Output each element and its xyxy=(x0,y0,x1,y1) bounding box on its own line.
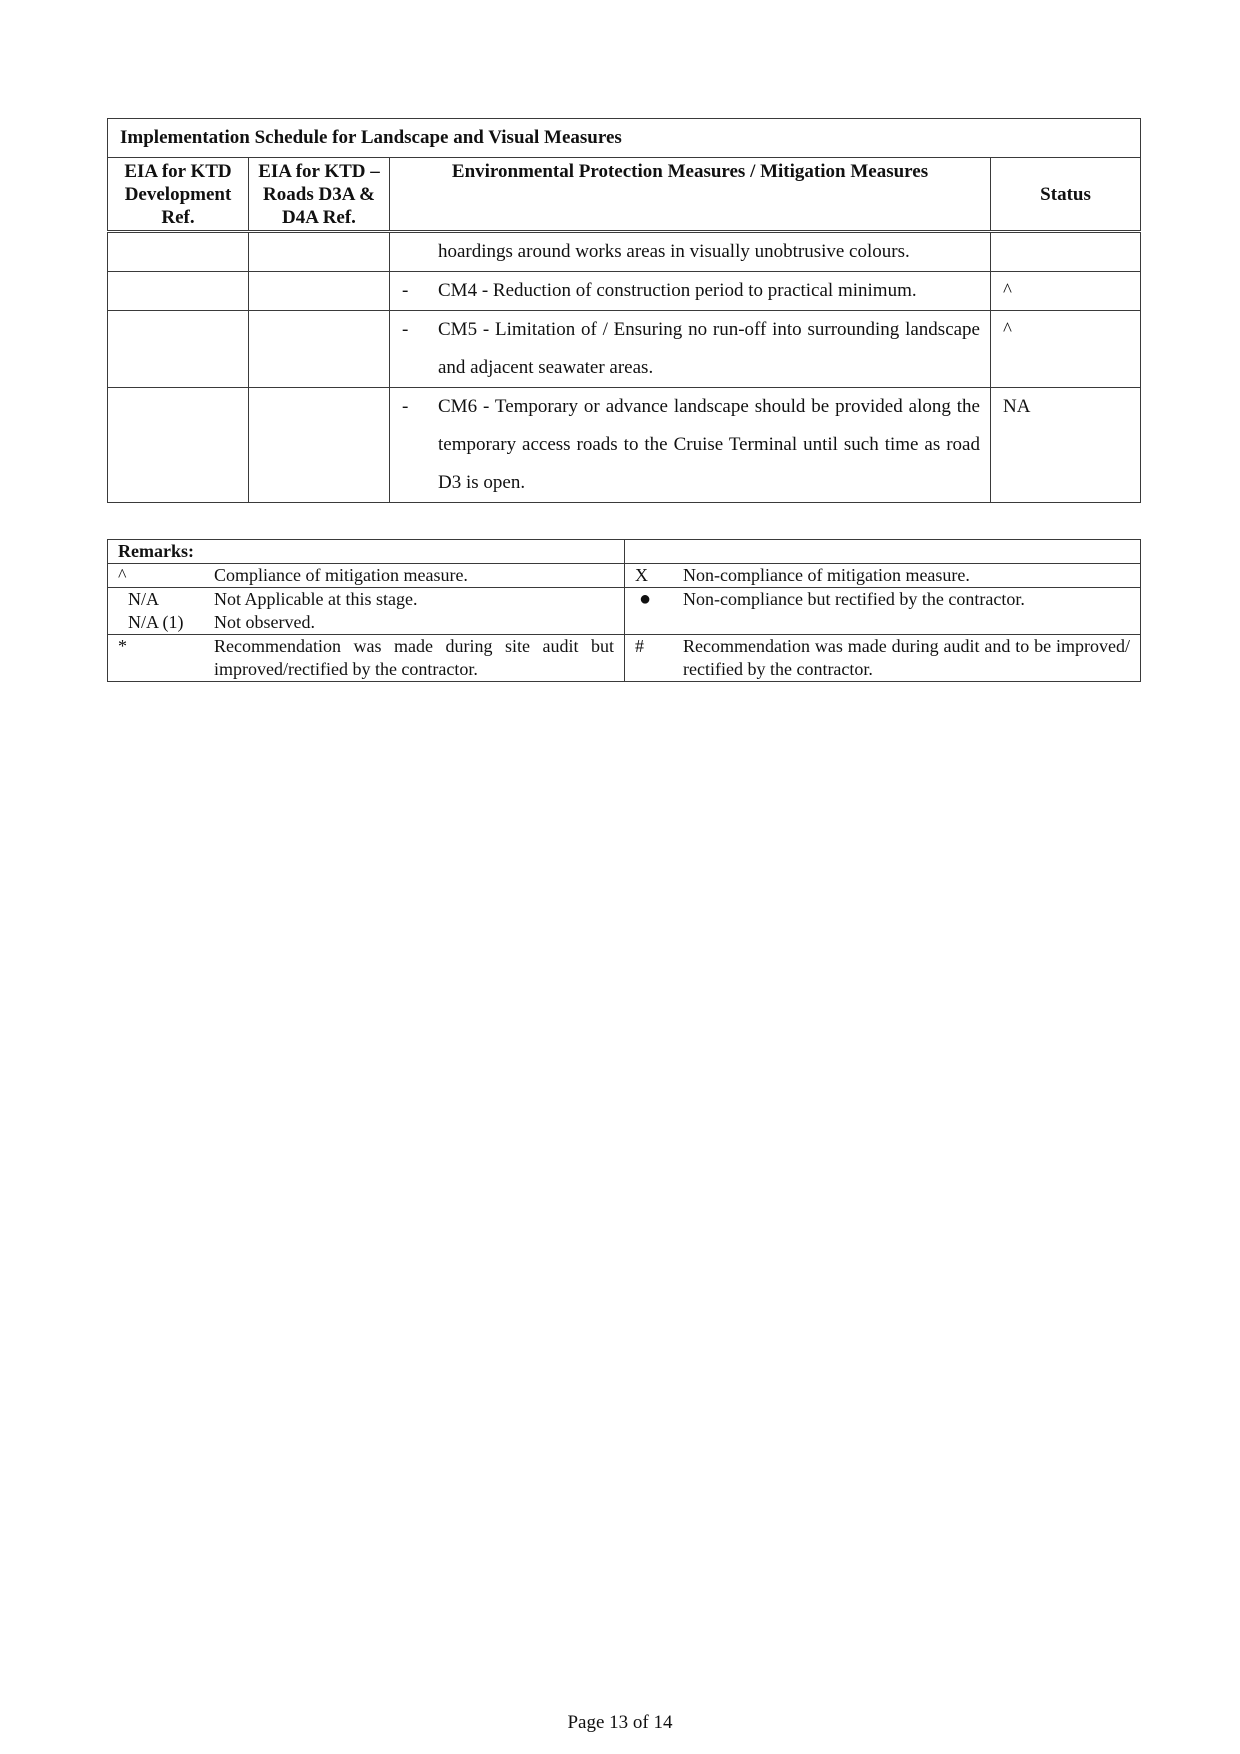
remarks-title-blank xyxy=(625,540,1141,564)
legend-item-not-observed xyxy=(118,611,614,634)
ref-development-cell xyxy=(108,272,249,311)
legend-text: Non-compliance but rectified by the contractor. xyxy=(683,589,1025,609)
legend-item-recommendation-pending xyxy=(625,635,1141,682)
ref-development-cell xyxy=(108,232,249,272)
table-row xyxy=(108,232,1141,272)
table-row xyxy=(108,311,1141,388)
ref-roads-cell xyxy=(249,388,390,503)
measure-text: CM6 - Temporary or advance landscape should be provided along the temporary access roads to the Cruise Terminal until such time as road D3 is open. xyxy=(438,396,980,493)
status-cell xyxy=(991,232,1141,272)
measure-cell xyxy=(390,388,991,503)
dash-marker: - xyxy=(402,396,409,417)
legend-symbol: ^ xyxy=(118,565,127,585)
dash-marker: - xyxy=(402,280,409,301)
dash-marker: - xyxy=(402,319,409,340)
legend-text: Compliance of mitigation measure. xyxy=(214,565,468,585)
status-cell: ^ xyxy=(991,272,1141,311)
legend-text: Not observed. xyxy=(214,612,315,632)
legend-item-non-compliance xyxy=(625,564,1141,588)
legend-text: Recommendation was made during audit and to be improved/ rectified by the contractor. xyxy=(683,636,1130,679)
header-mitigation-measures: Environmental Protection Measures / Mitigation Measures xyxy=(390,158,991,232)
status-cell: ^ xyxy=(991,311,1141,388)
measure-cell xyxy=(390,272,991,311)
table-row xyxy=(108,272,1141,311)
bullet-icon: ● xyxy=(639,588,652,610)
legend-symbol: N/A xyxy=(128,589,159,609)
header-ktd-development-ref: EIA for KTD Development Ref. xyxy=(108,158,249,232)
header-roads-ref: EIA for KTD – Roads D3A & D4A Ref. xyxy=(249,158,390,232)
legend-text: Not Applicable at this stage. xyxy=(214,589,418,609)
ref-development-cell xyxy=(108,388,249,503)
measure-text: CM5 - Limitation of / Ensuring no run-off into surrounding landscape and adjacent seawater areas. xyxy=(438,319,980,378)
legend-symbol: # xyxy=(635,636,644,656)
remarks-table xyxy=(107,539,1141,682)
ref-roads-cell xyxy=(249,272,390,311)
measure-text: hoardings around works areas in visually unobtrusive colours. xyxy=(438,241,910,262)
measure-cell xyxy=(390,311,991,388)
page-number: Page 13 of 14 xyxy=(567,1712,673,1733)
page-footer xyxy=(0,1712,1240,1734)
legend-item-compliance xyxy=(108,564,625,588)
ref-roads-cell xyxy=(249,232,390,272)
status-cell: NA xyxy=(991,388,1141,503)
measure-text: CM4 - Reduction of construction period to practical minimum. xyxy=(438,280,917,301)
legend-text: Non-compliance of mitigation measure. xyxy=(683,565,970,585)
legend-item-rectified xyxy=(625,588,1141,635)
ref-roads-cell xyxy=(249,311,390,388)
implementation-schedule-table xyxy=(107,118,1141,503)
legend-text: Recommendation was made during site audit but improved/rectified by the contractor. xyxy=(214,636,614,679)
ref-development-cell xyxy=(108,311,249,388)
table-row xyxy=(108,388,1141,503)
remarks-title: Remarks: xyxy=(108,540,625,564)
legend-symbol: * xyxy=(118,636,127,656)
header-status: Status xyxy=(991,158,1141,232)
legend-symbol: N/A (1) xyxy=(128,612,184,632)
legend-symbol: X xyxy=(635,565,648,585)
legend-item-recommendation-improved xyxy=(108,635,625,682)
measure-cell xyxy=(390,232,991,272)
schedule-title: Implementation Schedule for Landscape and Visual Measures xyxy=(108,119,1141,158)
legend-item-not-applicable xyxy=(108,588,625,635)
header-row xyxy=(108,158,1141,232)
